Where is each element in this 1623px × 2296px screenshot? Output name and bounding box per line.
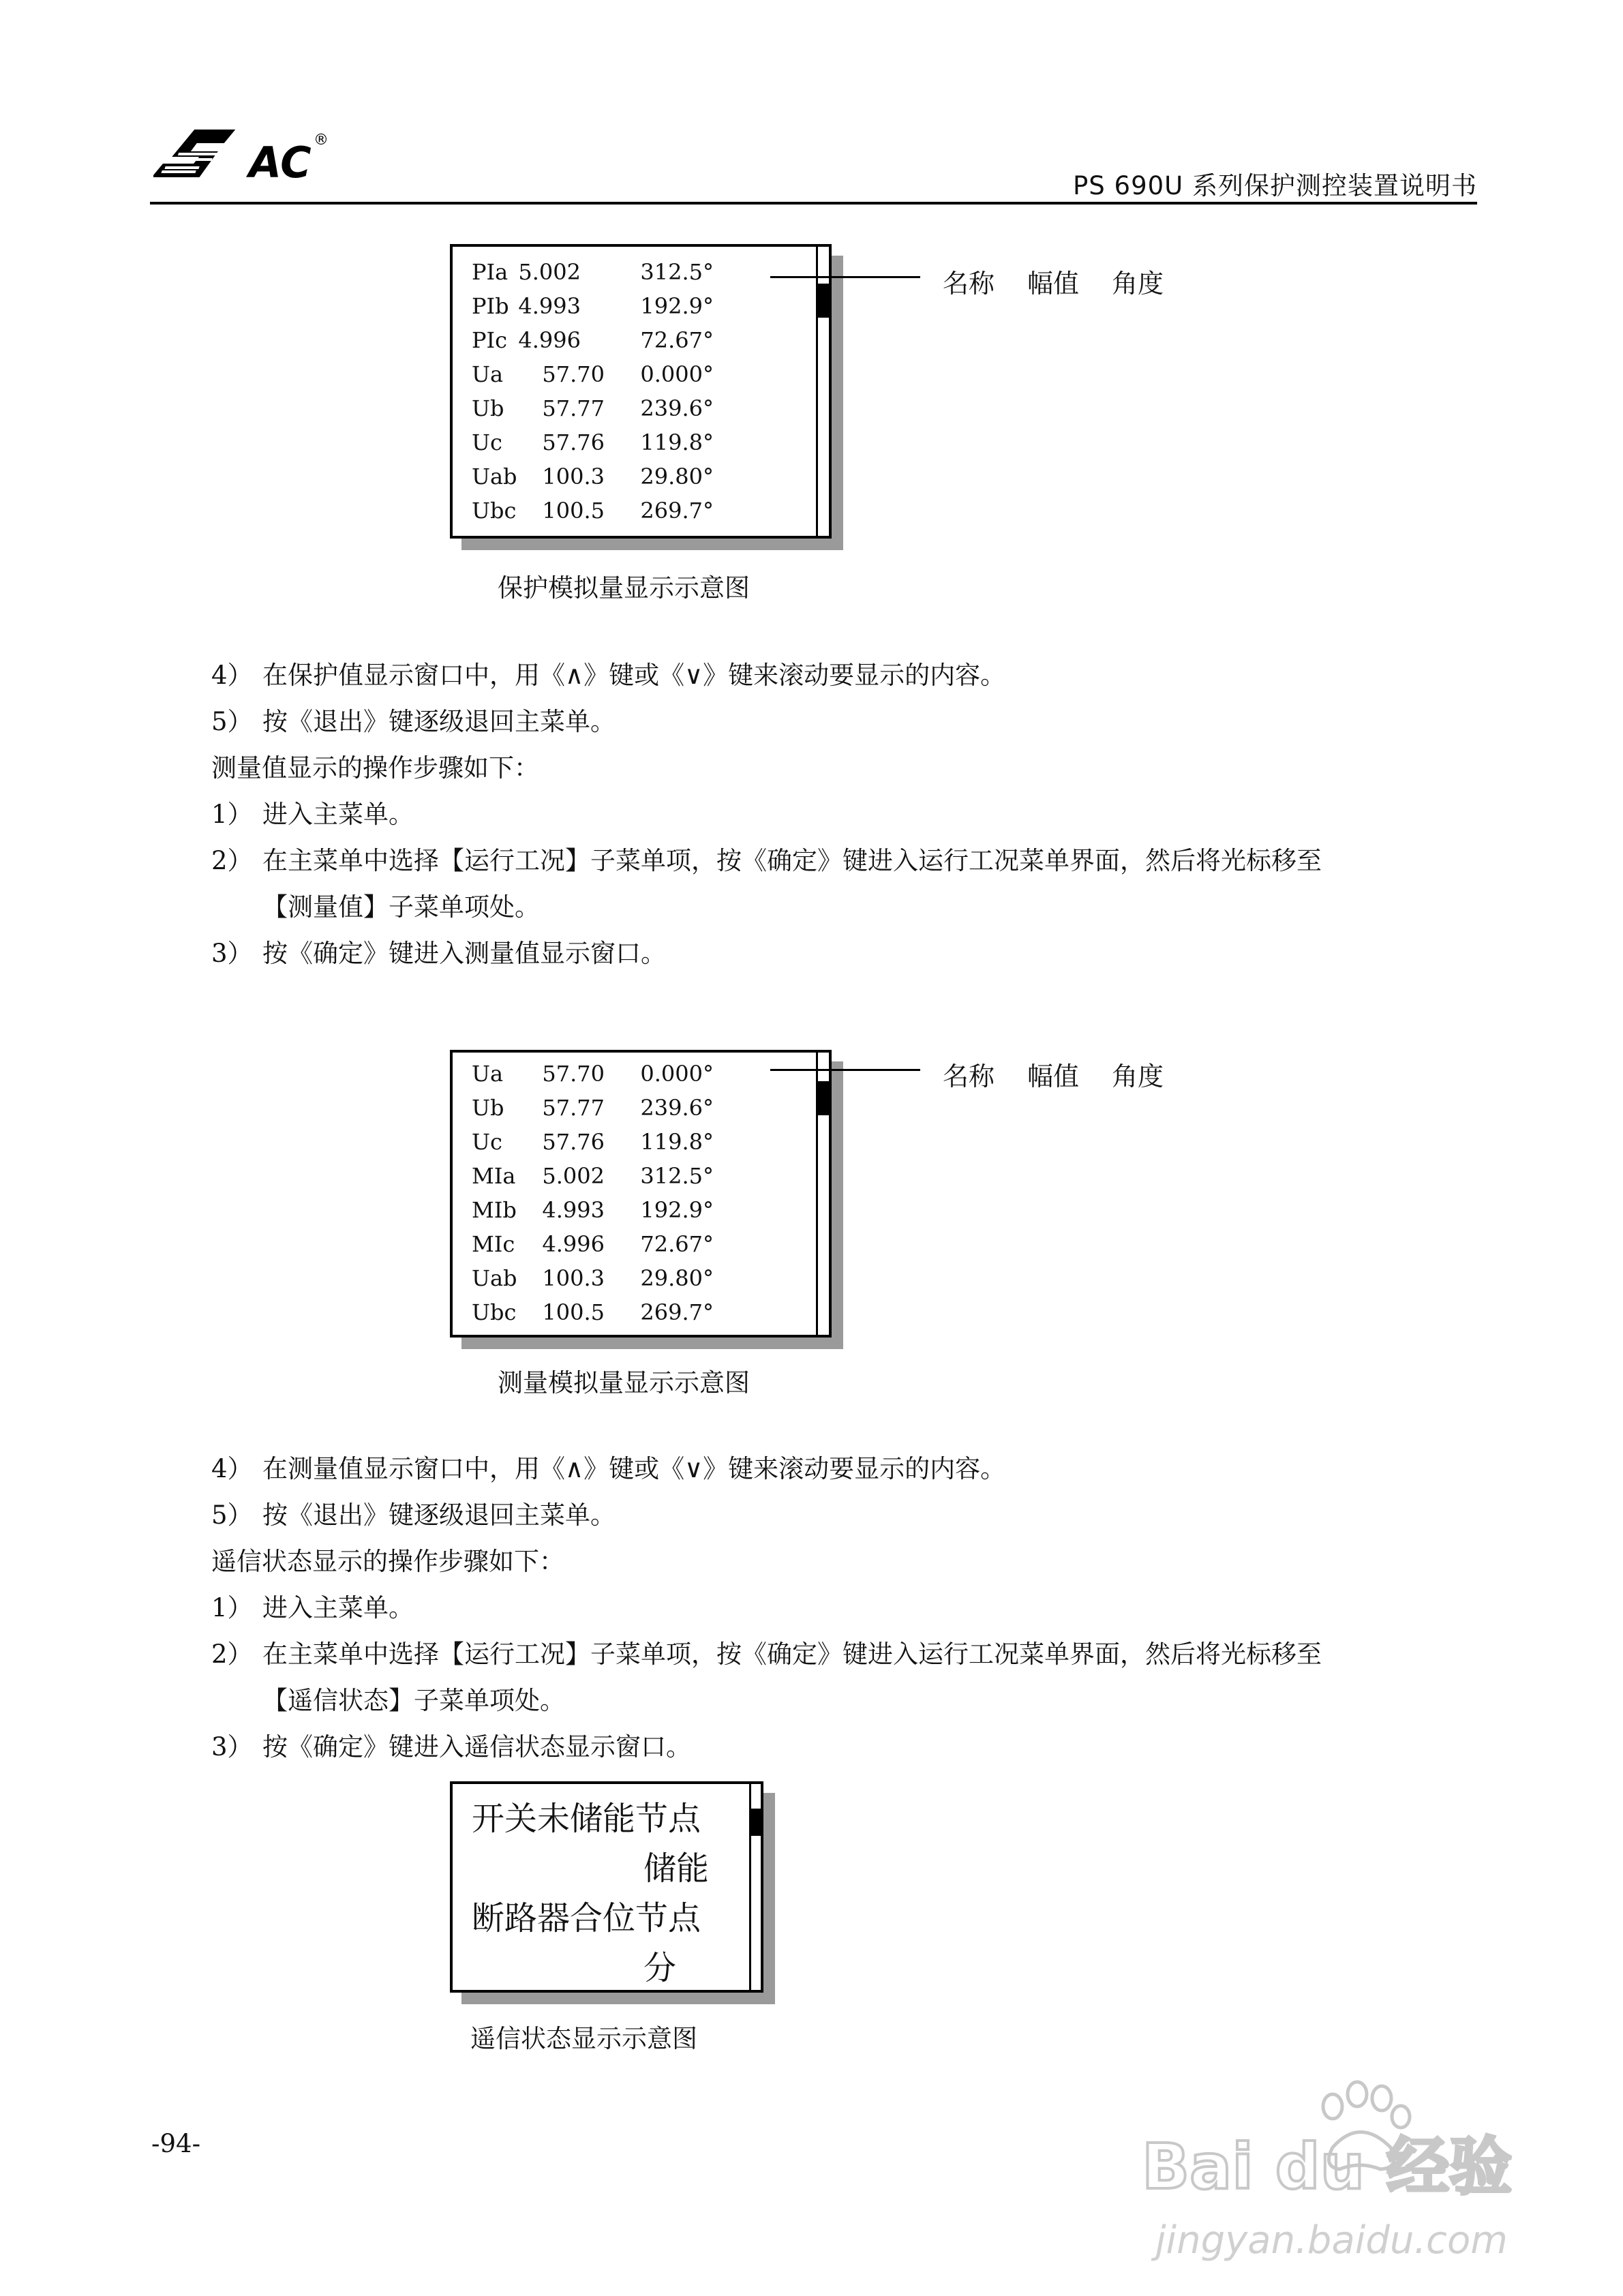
scrollbar-thumb[interactable] xyxy=(818,284,832,318)
scrollbar[interactable] xyxy=(816,1050,832,1338)
di-line: 开关未储能节点 xyxy=(472,1800,701,1838)
section-intro: 测量值显示的操作步骤如下： xyxy=(211,753,539,783)
list-item: MIb 4.993 192.9° xyxy=(472,1197,714,1223)
measurement-rows xyxy=(472,1061,714,1333)
legend-leader-line xyxy=(770,276,920,278)
di-line: 储能 xyxy=(643,1849,710,1888)
list-item: Ub 57.77 239.6° xyxy=(472,1095,714,1121)
di-line: 分 xyxy=(643,1949,677,1987)
list-item: Ub 57.77 239.6° xyxy=(472,395,714,421)
list-item: Uc 57.76 119.8° xyxy=(472,1129,714,1155)
watermark-url: jingyan.baidu.com xyxy=(1155,2218,1508,2263)
watermark-brand: Bai du 经验 xyxy=(1142,2130,1513,2203)
list-item: Uab 100.3 29.80° xyxy=(472,1265,714,1291)
legend-name: 名称 xyxy=(943,269,995,299)
figure-caption: 测量模拟量显示示意图 xyxy=(498,1368,750,1398)
baidu-watermark xyxy=(1128,2052,1537,2277)
di-display-panel xyxy=(450,1781,763,1993)
list-item: MIc 4.996 72.67° xyxy=(472,1231,714,1257)
list-item: Ubc 100.5 269.7° xyxy=(472,498,714,524)
section-intro: 遥信状态显示的操作步骤如下： xyxy=(211,1547,564,1576)
legend-angle: 角度 xyxy=(1112,1061,1164,1091)
figure-caption: 保护模拟量显示示意图 xyxy=(498,573,750,603)
scrollbar[interactable] xyxy=(749,1781,763,1993)
legend xyxy=(943,1055,1188,1089)
page-number: -94- xyxy=(151,2129,201,2158)
legend-magnitude: 幅值 xyxy=(1027,269,1080,299)
scrollbar-thumb[interactable] xyxy=(751,1809,763,1836)
list-item: Uc 57.76 119.8° xyxy=(472,429,714,455)
measurement-display-panel xyxy=(450,1050,832,1338)
doc-title: PS 690U 系列保护测控装置说明书 xyxy=(1072,171,1477,200)
scrollbar-thumb[interactable] xyxy=(818,1081,832,1115)
list-item: Uab 100.3 29.80° xyxy=(472,464,714,489)
registered-mark: ® xyxy=(314,132,329,149)
list-item: MIa 5.002 312.5° xyxy=(472,1163,714,1189)
list-item: Ubc 100.5 269.7° xyxy=(472,1299,714,1325)
list-item: PIa 5.002 312.5° xyxy=(472,259,714,285)
scrollbar[interactable] xyxy=(816,244,832,539)
list-item: PIb 4.993 192.9° xyxy=(472,293,714,319)
legend-name: 名称 xyxy=(943,1061,995,1091)
protection-rows xyxy=(472,259,714,528)
sac-logo xyxy=(153,109,344,205)
header-rule xyxy=(150,202,1477,205)
legend xyxy=(943,262,1188,297)
figure-caption: 遥信状态显示示意图 xyxy=(470,2024,697,2053)
legend-angle: 角度 xyxy=(1112,269,1164,299)
di-line: 断路器合位节点 xyxy=(472,1899,701,1937)
list-item: PIc 4.996 72.67° xyxy=(472,327,714,353)
list-item: Ua 57.70 0.000° xyxy=(472,1061,714,1087)
legend-leader-line xyxy=(770,1069,920,1071)
list-item: Ua 57.70 0.000° xyxy=(472,361,714,387)
legend-magnitude: 幅值 xyxy=(1027,1061,1080,1091)
logo-text: AC xyxy=(249,138,312,187)
protection-display-panel xyxy=(450,244,832,539)
